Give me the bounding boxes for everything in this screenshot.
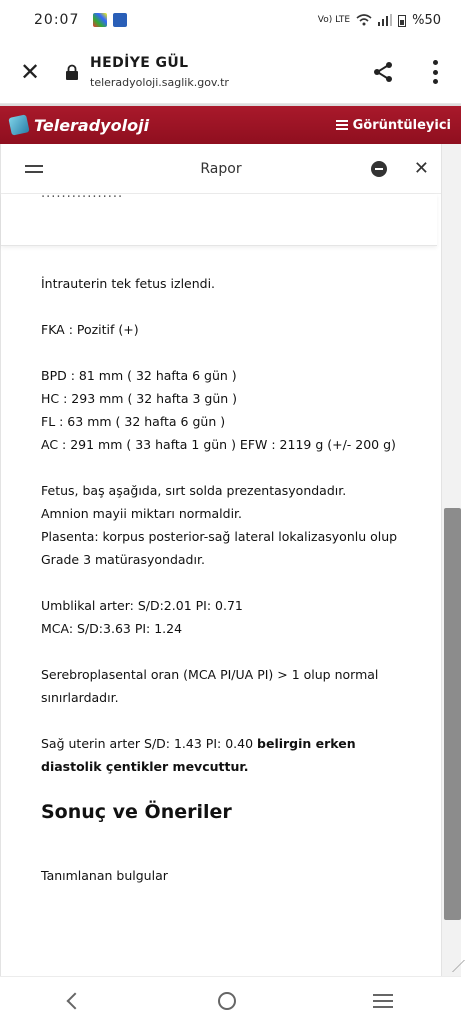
android-nav-bar — [0, 976, 461, 1024]
report-line: HC : 293 mm ( 32 hafta 3 gün ) — [41, 391, 238, 406]
brand-logo[interactable] — [10, 116, 149, 135]
findings-label: Tanımlanan bulgular — [41, 868, 168, 883]
page-title: HEDİYE GÜL — [90, 54, 189, 71]
report-line: FL : 63 mm ( 32 hafta 6 gün ) — [41, 414, 226, 429]
browser-titles — [90, 55, 229, 89]
network-label: Vo) LTE — [317, 15, 351, 25]
report-line: FKA : Pozitif (+) — [41, 322, 139, 337]
status-bar — [0, 0, 461, 40]
report-body — [1, 246, 441, 887]
home-icon[interactable] — [218, 992, 236, 1010]
report-line: Sağ uterin arter S/D: 1.43 PI: 0.40 — [41, 736, 254, 751]
close-tab-icon[interactable]: ✕ — [19, 57, 41, 86]
report-line: Fetus, baş aşağıda, sırt solda prezentasyondadır. — [41, 483, 347, 498]
report-line: Amnion mayii miktarı normaldir. — [41, 506, 243, 521]
brand-name: Teleradyoloji — [34, 115, 150, 135]
battery-icon — [398, 14, 406, 27]
report-line: MCA: S/D:3.63 PI: 1.24 — [41, 621, 183, 636]
report-panel — [0, 144, 442, 976]
back-icon[interactable] — [66, 992, 83, 1009]
report-line-bold: belirgin erken diastolik çentikler mevcuttur. — [41, 736, 356, 774]
status-right — [318, 13, 441, 28]
battery-level: %50 — [412, 12, 441, 28]
lock-icon — [64, 64, 80, 80]
signal-icon — [378, 14, 392, 26]
brand-mark-icon — [8, 114, 29, 135]
panel-title: Rapor — [200, 160, 242, 177]
section-title: Sonuç ve Öneriler — [41, 801, 232, 823]
cut-off-text: ................ — [41, 186, 124, 201]
status-time: 20:07 — [34, 12, 80, 28]
minimize-icon[interactable] — [371, 161, 387, 177]
report-line-mixed — [41, 732, 417, 778]
report-line: Serebroplasental oran (MCA PI/UA PI) > 1 olup normal sınırlardadır. — [41, 667, 379, 705]
report-line: Umblikal arter: S/D:2.01 PI: 0.71 — [41, 598, 243, 613]
wifi-icon — [356, 14, 372, 26]
share-icon[interactable] — [371, 60, 395, 84]
close-panel-icon[interactable]: ✕ — [413, 158, 429, 179]
viewer-label: Görüntüleyici — [352, 117, 451, 133]
report-line: AC : 291 mm ( 33 hafta 1 gün ) EFW : 2119 g (+/- 200 g) — [41, 437, 396, 452]
more-options-icon[interactable] — [433, 60, 439, 84]
app-header — [0, 104, 461, 144]
report-line: Plasenta: korpus posterior-sağ lateral lokalizasyonlu olup Grade 3 matürasyondadır. — [41, 529, 398, 567]
list-icon — [336, 120, 348, 130]
cut-off-strip — [1, 186, 437, 246]
recent-apps-icon[interactable] — [373, 994, 393, 1008]
browser-toolbar — [0, 40, 461, 104]
scrollbar-thumb[interactable] — [444, 508, 461, 920]
report-line: BPD : 81 mm ( 32 hafta 6 gün ) — [41, 368, 237, 383]
page-url[interactable]: teleradyoloji.saglik.gov.tr — [90, 75, 229, 89]
app-notification-icon-2 — [113, 13, 127, 27]
viewer-link[interactable] — [336, 118, 451, 133]
app-notification-icon — [93, 13, 107, 27]
report-line: İntrauterin tek fetus izlendi. — [41, 276, 216, 291]
